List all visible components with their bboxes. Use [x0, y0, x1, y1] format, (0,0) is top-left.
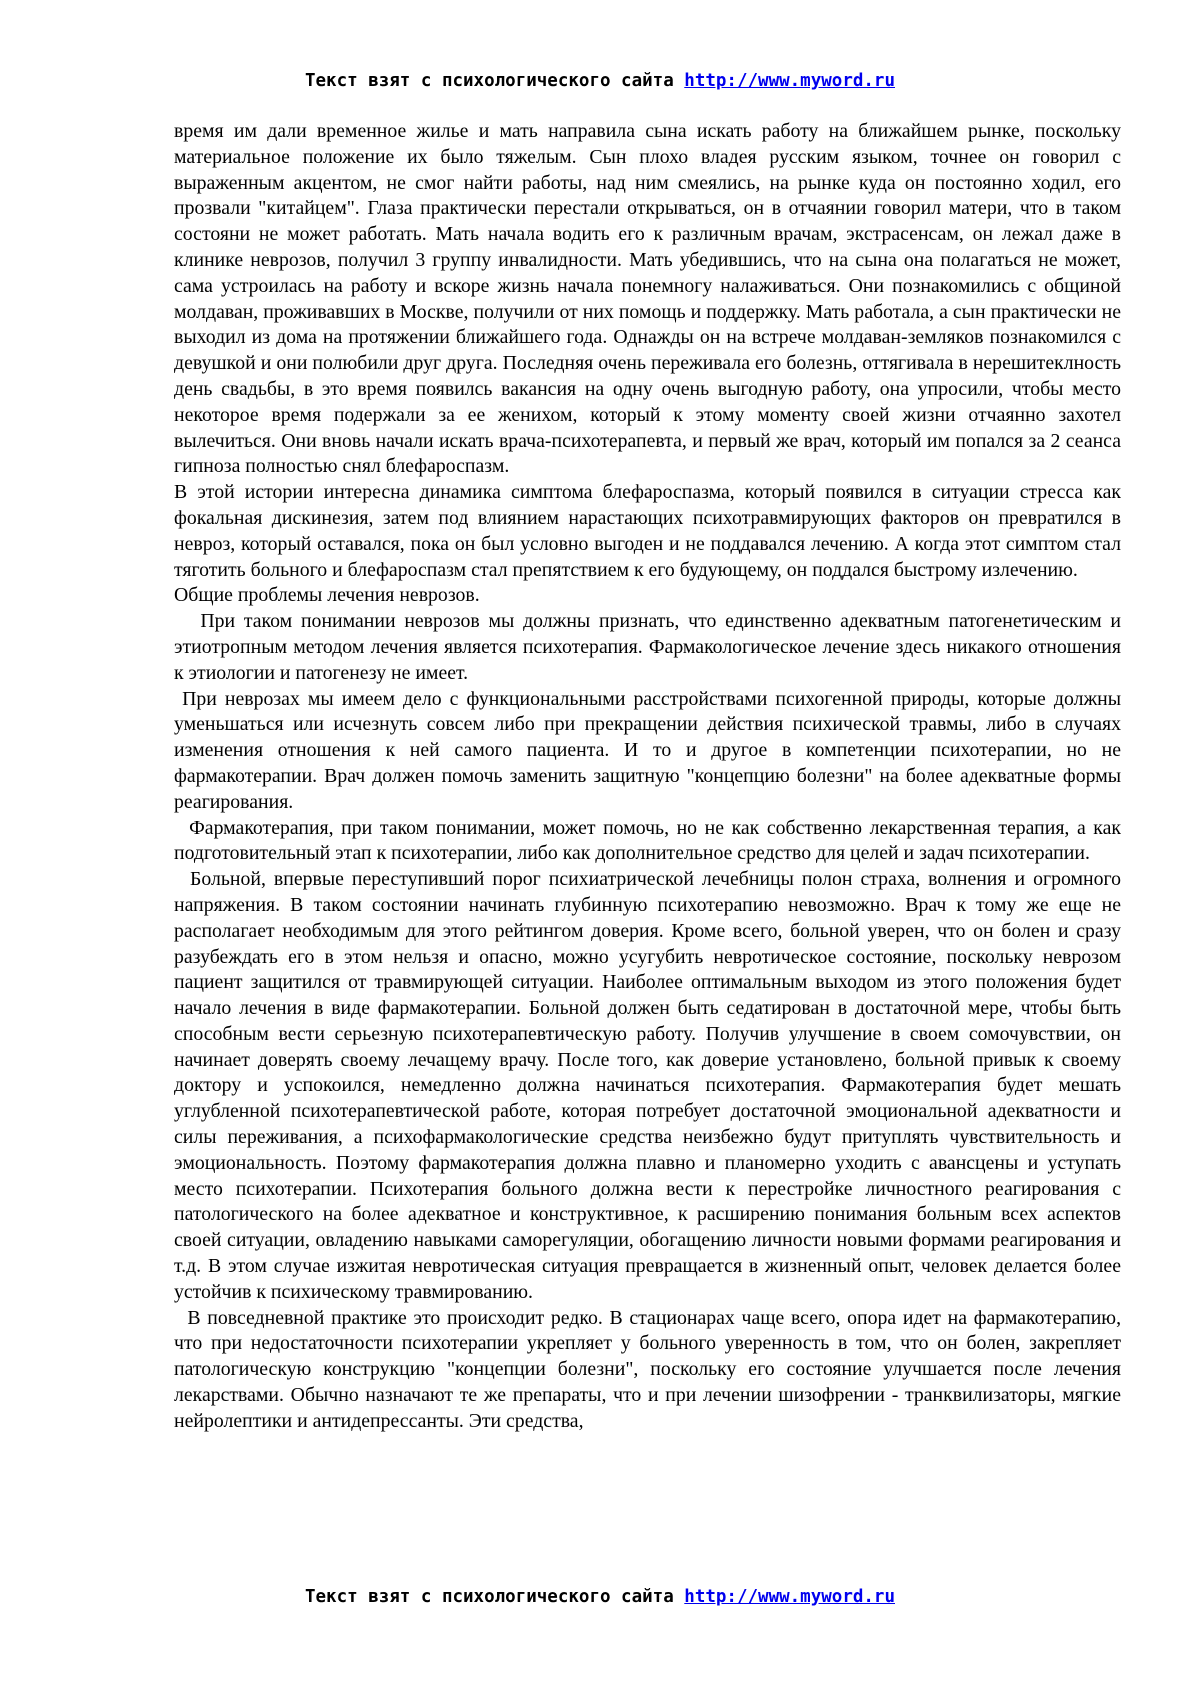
paragraph-6: Больной, впервые переступивший порог психиатрической лечебницы полон страха, волнения и огромного напряжения. В таком состоянии начинать глубинную психотерапию невозможно. Врач к тому же еще не располагает необходимым для этого рейтингом доверия. Кроме всего, больной уверен, что он болен и сразу разубеждать его в этом нельзя и опасно, можно усугубить невротическое состояние, поскольку неврозом пациент защитился от травмирующей ситуации. Наиболее оптимальным выходом из этого положения будет начало лечения в виде фармакотерапии. Больной должен быть седатирован в достаточной мере, чтобы быть способным вести серьезную психотерапевтическую работу. Получив улучшение в своем сомочувствии, он начинает доверять своему лечащему врачу. После того, как доверие установлено, больной привык к своему доктору и успокоился, немедленно должна начинаться психотерапия. Фармакотерапия будет мешать углубленной психотерапевтической работе, которая потребует достаточной эмоциональной адекватности и силы переживания, а психофармакологические средства неизбежно будут притуплять чувствительность и эмоциональность. Поэтому фармакотерапия должна плавно и планомерно уходить с авансцены и уступать место психотерапии. Психотерапия больного должна вести к перестройке личностного реагирования с патологического на более адекватное и конструктивное, к расширению понимания больным всех аспектов своей ситуации, овладению навыками саморегуляции, обогащению личности новыми формами реагирования и т.д. В этом случае изжитая невротическая ситуация превращается в жизненный опыт, человек делается более устойчив к психическому травмированию.: [174, 868, 1126, 1303]
document-body: [174, 119, 1126, 1435]
paragraph-2: В этой истории интересна динамика симптома блефароспазма, который появился в ситуации стресса как фокальная дискинезия, затем под влиянием нарастающих психотравмирующих факторов он превратился в невроз, который оставался, пока он был условно выгоден и не поддавался лечению. А когда этот симптом стал тяготить больного и блефароспазм стал препятствием к его будующему, он поддался быстрому излечению.: [174, 481, 1121, 581]
section-heading: Общие проблемы лечения неврозов.: [174, 584, 480, 607]
footer-link[interactable]: http://www.myword.ru: [684, 1587, 895, 1607]
page-footer: [0, 1586, 1200, 1608]
paragraph-3: При таком понимании неврозов мы должны признать, что единственно адекватным патогенетическим и этиотропным методом лечения является психотерапия. Фармакологическое лечение здесь никакого отношения к этиологии и патогенезу не имеет.: [174, 610, 1126, 684]
paragraph-4: При неврозах мы имеем дело с функциональными расстройствами психогенной природы, которые должны уменьшаться или исчезнуть совсем либо при прекращении действия психической травмы, либо в случаях изменения отношения к ней самого пациента. И то и другое в компетенции психотерапии, но не фармакотерапии. Врач должен помочь заменить защитную "концепцию болезни" на более адекватные формы реагирования.: [174, 687, 1126, 813]
header-link[interactable]: http://www.myword.ru: [684, 71, 895, 91]
footer-text: Текст взят с психологического сайта: [304, 1587, 685, 1607]
paragraph-7: В повседневной практике это происходит редко. В стационарах чаще всего, опора идет на фармакотерапию, что при недостаточности психотерапии укрепляет у больного уверенность в том, что он болен, закрепляет патологическую конструкцию "концепции болезни", поскольку его состояние улучшается после лечения лекарствами. Обычно назначают те же препараты, что и при лечении шизофрении - транквилизаторы, мягкие нейролептики и антидепрессанты. Эти средства,: [174, 1306, 1126, 1432]
paragraph-5: Фармакотерапия, при таком понимании, может помочь, но не как собственно лекарственная терапия, а как подготовительный этап к психотерапии, либо как дополнительное средство для целей и задач психотерапии.: [174, 816, 1126, 865]
page-header: [0, 70, 1200, 92]
header-text: Текст взят с психологического сайта: [304, 71, 685, 91]
paragraph-1: время им дали временное жилье и мать направила сына искать работу на ближайшем рынке, поскольку материальное положение их было тяжелым. Сын плохо владея русским языком, точнее он говорил с выраженным акцентом, не смог найти работы, над ним смеялись, на рынке куда он постоянно ходил, его прозвали "китайцем". Глаза практически перестали открываться, он в отчаянии говорил матери, что в таком состояни не может работать. Мать начала водить его к различным врачам, экстрасенсам, он лежал даже в клинике неврозов, получил 3 группу инвалидности. Мать убедившись, что на сына она полагаться не может, сама устроилась на работу и вскоре жизнь начала понемногу налаживаться. Они познакомились с общиной молдаван, проживавших в Москве, получили от них помощь и поддержку. Мать работала, а сын практически не выходил из дома на протяжении ближайшего года. Однажды он на встрече молдаван-земляков познакомился с девушкой и они полюбили друг друга. Последняя очень переживала его болезнь, оттягивала в нерешитеклность день свадьбы, в это время появилсь вакансия на одну очень выгодную работу, она упросили, чтобы место некоторое время подержали за ее женихом, который к этому моменту своей жизни отчаянно захотел вылечиться. Они вновь начали искать врача-психотерапевта, и первый же врач, который им попался за 2 сеанса гипноза полностью снял блефароспазм.: [174, 120, 1121, 478]
